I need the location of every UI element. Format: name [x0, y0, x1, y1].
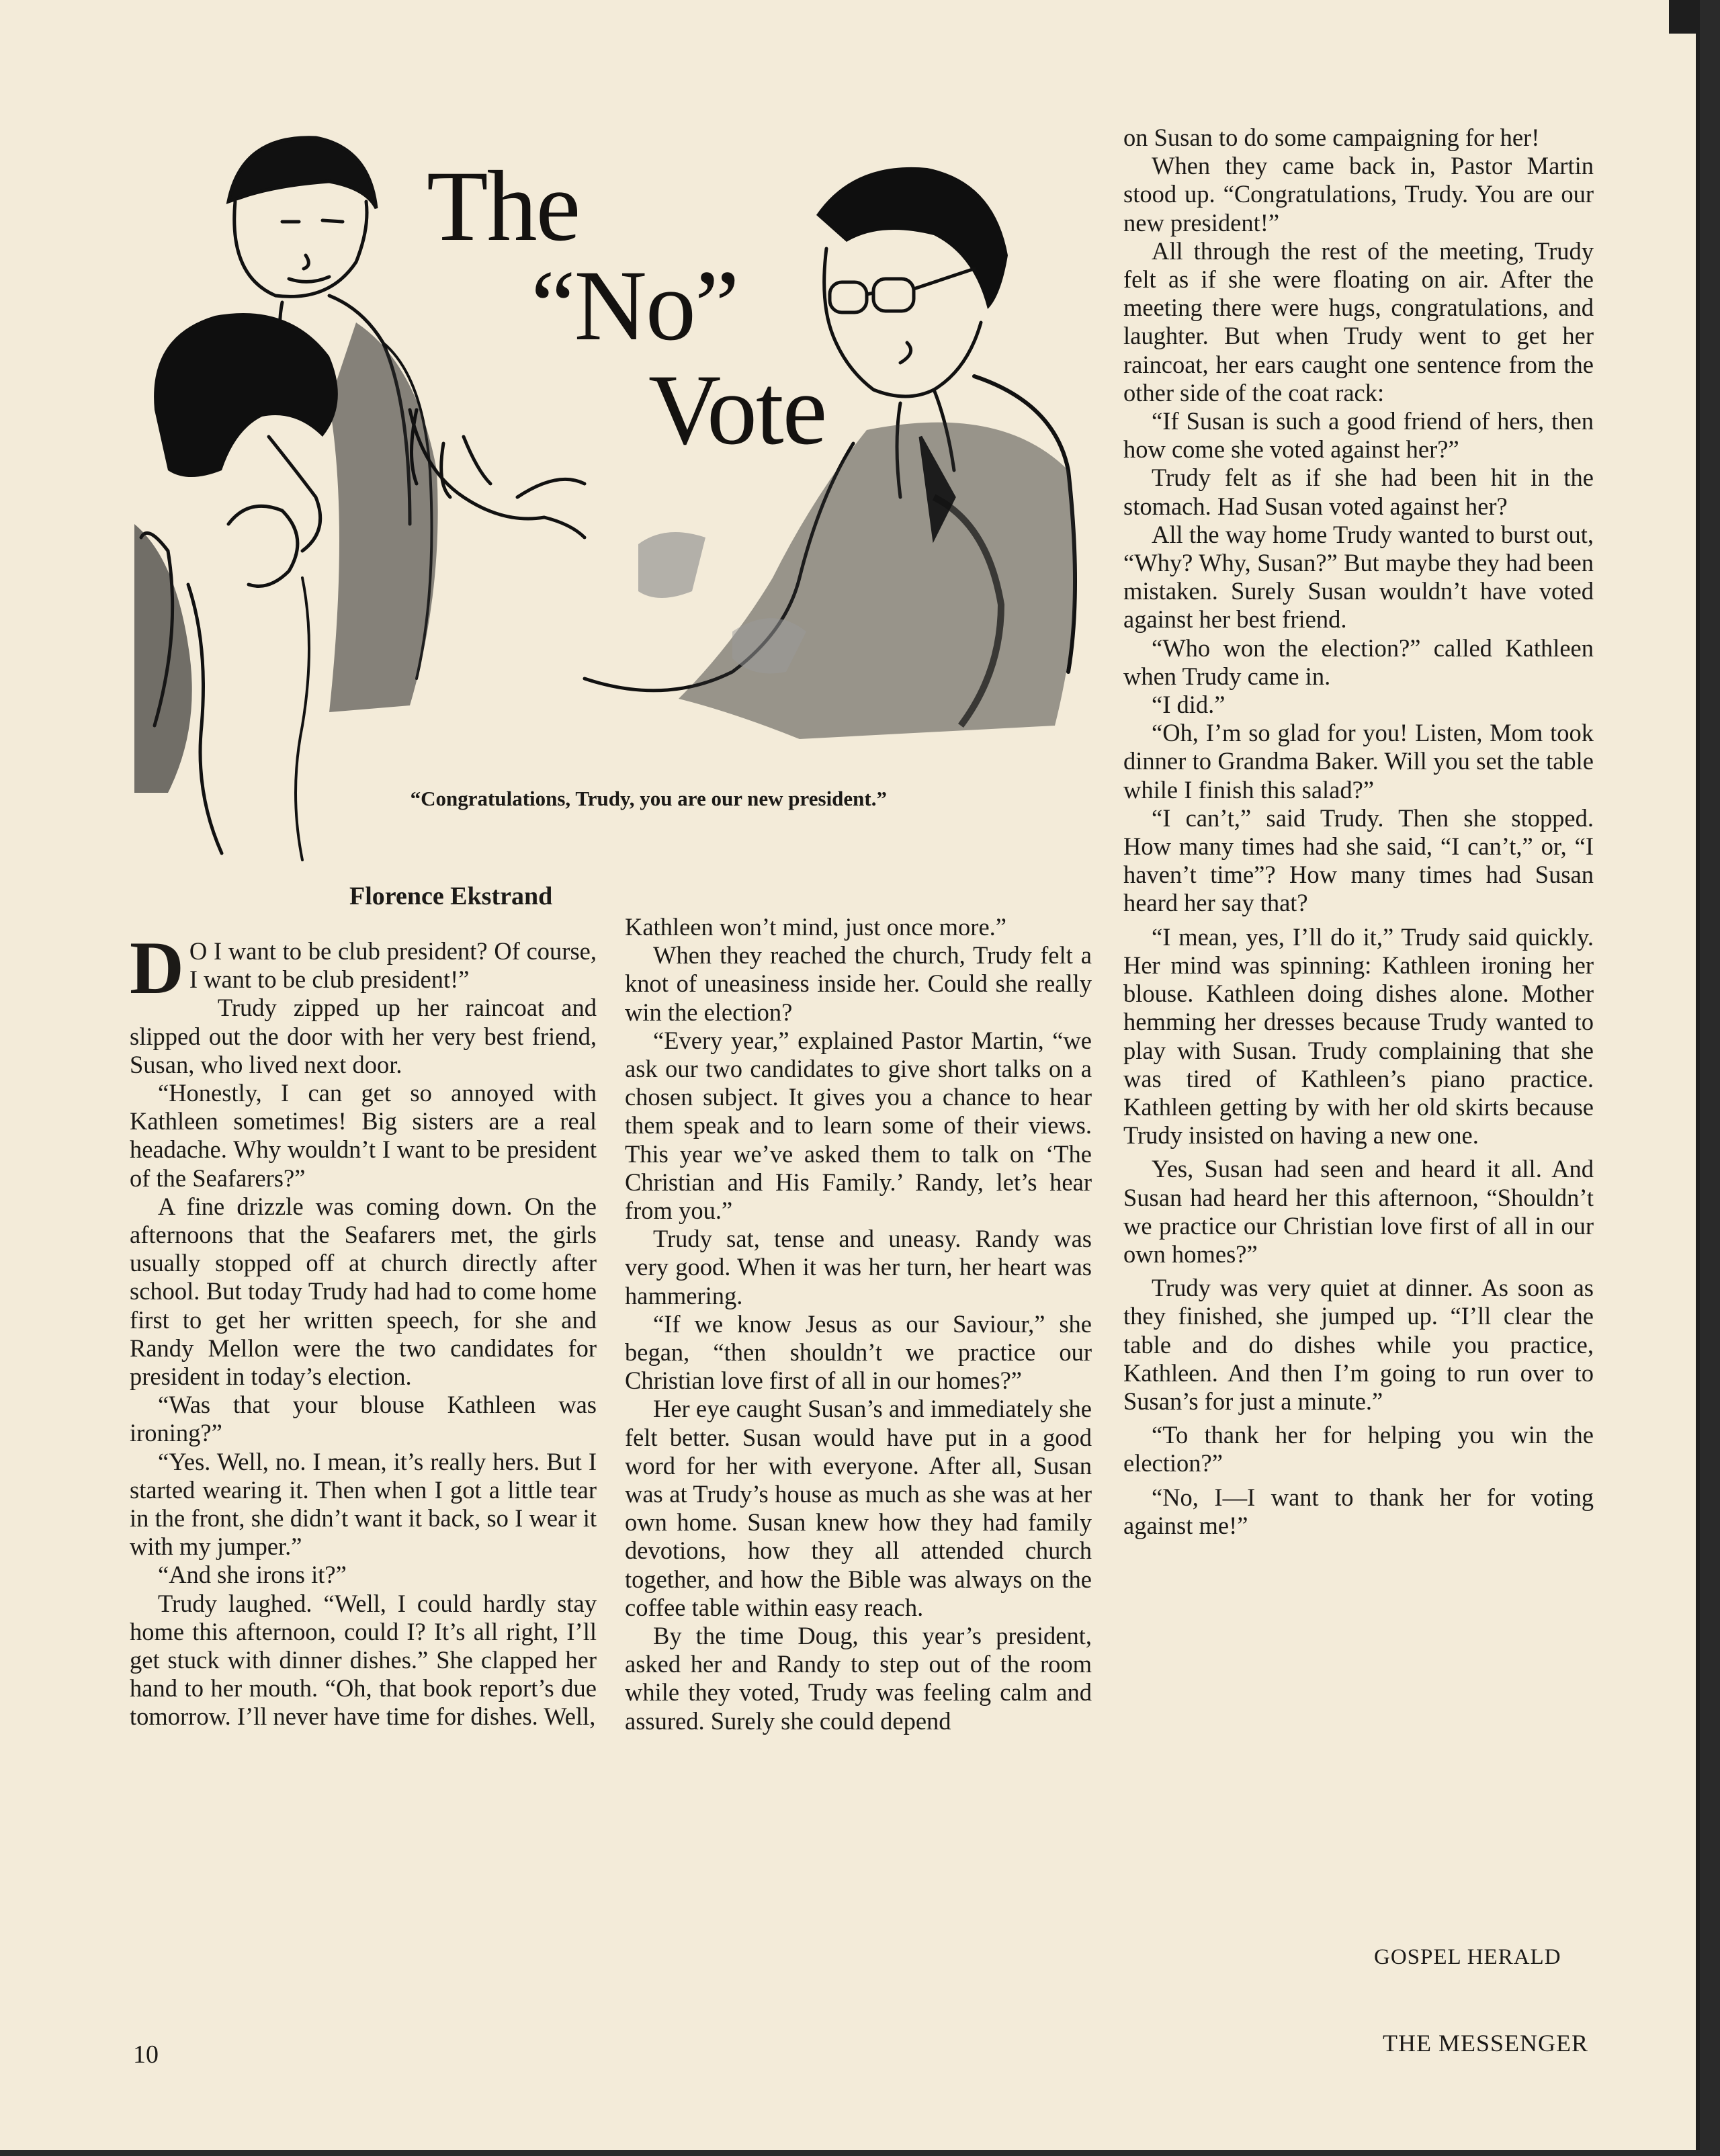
article-title-line2: “No” [531, 250, 738, 361]
paragraph: A fine drizzle was coming down. On the afternoons that the Seafarers met, the girls usually stopped off at church directly after school. But today Trudy had had to come home first to get her written speech, for she and Randy Mellon were the two candidates for president in today’s election. [130, 1192, 597, 1391]
article-title-line3: Vote [648, 354, 826, 466]
magazine-name: THE MESSENGER [1383, 2030, 1589, 2057]
paragraph: Kathleen won’t mind, just once more.” [625, 913, 1006, 941]
paragraph: “And she irons it?” [158, 1561, 347, 1589]
paragraph: Her eye caught Susan’s and immediately she felt better. Susan would have put in a good word for her with everyone. After all, Susan was at Trudy’s house as much as she was at her own home. Susan knew how they had family devotions, how they all attended church together, and how the Bible was always on the coffee table within easy reach. [625, 1395, 1092, 1621]
paragraph: “Yes. Well, no. I mean, it’s really hers. But I started wearing it. Then when I got a little tear in the front, she didn’t want it back, so I wear it with my jumper.” [130, 1447, 597, 1561]
paragraph: Trudy sat, tense and uneasy. Randy was very good. When it was her turn, her heart was hammering. [625, 1225, 1092, 1309]
text-column-2 [625, 913, 1092, 1735]
paragraph: “Honestly, I can get so annoyed with Kathleen sometimes! Big sisters are a real headache. Why wouldn’t I want to be president of the Seafarers?” [130, 1079, 597, 1192]
paragraph: “Oh, I’m so glad for you! Listen, Mom took dinner to Grandma Baker. Will you set the table while I finish this salad?” [1123, 719, 1594, 804]
paragraph: Yes, Susan had seen and heard it all. And Susan had heard her this afternoon, “Shouldn’t we practice our Christian love first of all in our own homes?” [1123, 1155, 1594, 1268]
illustration [128, 121, 1102, 867]
paragraph: All through the rest of the meeting, Trudy felt as if she were floating on air. After the meeting there were hugs, congratulations, and laughter. But when Trudy went to get her raincoat, her ears caught one sentence from the other side of the coat rack: [1123, 236, 1594, 406]
text-column-1 [130, 926, 597, 1731]
text-column-3 [1123, 124, 1594, 1540]
byline: Florence Ekstrand [349, 882, 553, 910]
paragraph: “I can’t,” said Trudy. Then she stopped. How many times had she said, “I can’t,” or, “I haven’t time”? How many times had Susan heard her say that? [1123, 804, 1594, 917]
page-corner-shadow [1669, 0, 1696, 34]
paragraph: “If we know Jesus as our Saviour,” she began, “then shouldn’t we practice our Christian love first of all in our homes?” [625, 1309, 1092, 1395]
paragraph: Trudy felt as if she had been hit in the stomach. Had Susan voted against her? [1123, 464, 1594, 520]
paragraph: “Every year,” explained Pastor Martin, “we ask our two candidates to give short talks on a chosen subject. It gives you a chance to hear them speak and to learn some of their views. This year we’ve asked them to talk on ‘The Christian and His Family.’ Randy, let’s hear from you.” [625, 1026, 1092, 1225]
paragraph [130, 926, 597, 1010]
paragraph: “No, I—I want to thank her for voting against me!” [1123, 1483, 1594, 1539]
paragraph: Trudy was very quiet at dinner. As soon as they finished, she jumped up. “I’ll clear the table and do dishes while you practice, Kathleen. And then I’m going to run over to Susan’s for just a minute.” [1123, 1274, 1594, 1415]
paragraph: Trudy zipped up her raincoat and slipped out the door with her very best friend, Susan, who lived next door. [130, 994, 597, 1078]
paragraph: on Susan to do some campaigning for her! [1123, 124, 1540, 151]
page-number: 10 [133, 2040, 159, 2069]
illustration-caption: “Congratulations, Trudy, you are our new president.” [410, 787, 887, 810]
article-title-line1: The [427, 150, 580, 262]
paragraph: “Was that your blouse Kathleen was ironing?” [130, 1391, 597, 1447]
paragraph: “To thank her for helping you win the election?” [1123, 1421, 1594, 1477]
drop-cap: D [130, 926, 184, 1010]
paragraph: “I mean, yes, I’ll do it,” Trudy said quickly. Her mind was spinning: Kathleen ironing her blouse. Kathleen doing dishes alone. Mother hemming her dresses because Trudy wanted to play with Susan. Trudy complaining that she was tired of Kathleen’s piano practice. Kathleen getting by with her old skirts because Trudy insisted on having a new one. [1123, 922, 1594, 1150]
paragraph: When they came back in, Pastor Martin stood up. “Congratulations, Trudy. You are our new president!” [1123, 152, 1594, 236]
paragraph-text: O I want to be club president? Of course, I want to be club president!” [189, 937, 597, 994]
paragraph: “Who won the election?” called Kathleen when Trudy came in. [1123, 634, 1594, 690]
paragraph: “If Susan is such a good friend of hers, then how come she voted against her?” [1123, 407, 1594, 464]
article-source: GOSPEL HERALD [1374, 1945, 1561, 1969]
paragraph: When they reached the church, Trudy felt a knot of uneasiness inside her. Could she really win the election? [625, 941, 1092, 1026]
paragraph: Trudy laughed. “Well, I could hardly stay home this afternoon, could I? It’s all right, I’ll get stuck with dinner dishes.” She clapped her hand to her mouth. “Oh, that book report’s due tomorrow. I’ll never have time for dishes. Well, [130, 1589, 597, 1731]
paragraph: “I did.” [1152, 691, 1226, 719]
paragraph: By the time Doug, this year’s president, asked her and Randy to step out of the room while they voted, Trudy was feeling calm and assured. Surely she could depend [625, 1622, 1092, 1735]
paragraph: All the way home Trudy wanted to burst out, “Why? Why, Susan?” But maybe they had been mistaken. Surely Susan wouldn’t have voted against her best friend. [1123, 520, 1594, 634]
